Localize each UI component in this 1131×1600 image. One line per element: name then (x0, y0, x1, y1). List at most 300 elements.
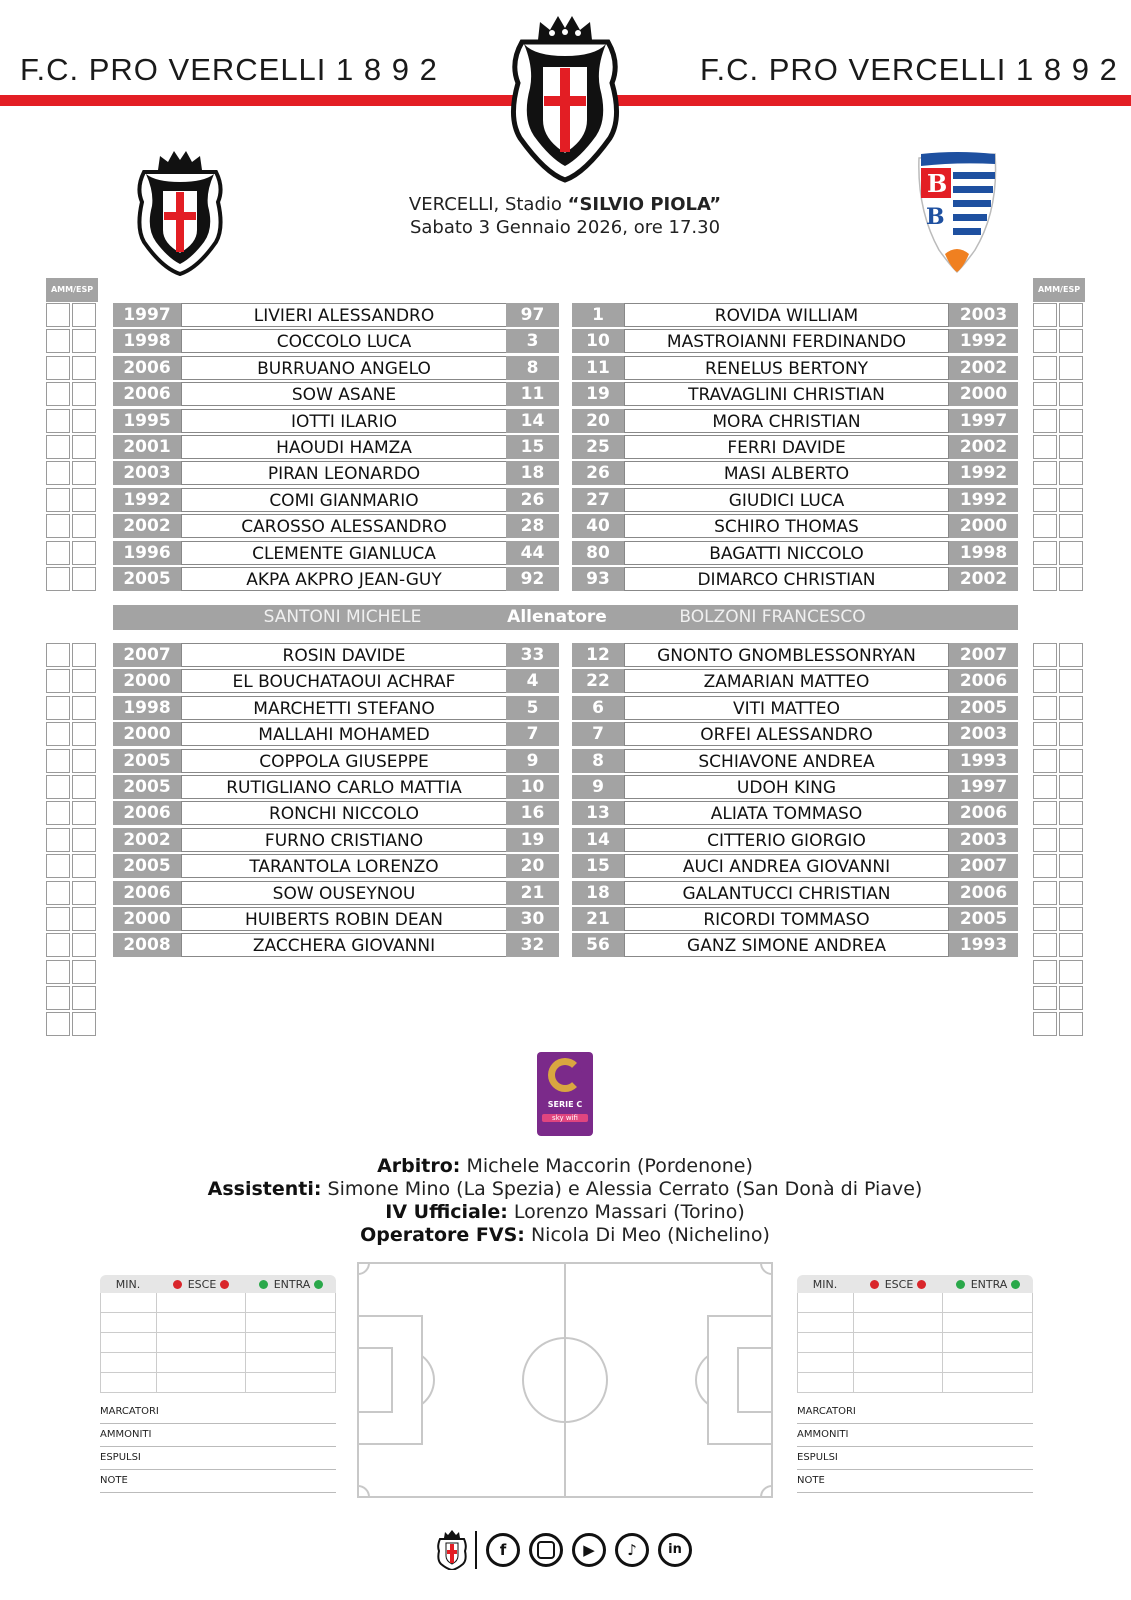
home-starters-table (113, 303, 559, 593)
player-birth-year: 1992 (949, 488, 1018, 512)
red-card-box[interactable] (1059, 749, 1083, 773)
yellow-card-box[interactable] (46, 303, 70, 327)
player-number: 19 (506, 828, 559, 852)
player-name: AUCI ANDREA GIOVANNI (624, 854, 949, 878)
coach-label: Allenatore (507, 607, 607, 627)
red-card-box[interactable] (1059, 907, 1083, 931)
card-box-row (46, 488, 98, 512)
card-box-row (1033, 749, 1085, 773)
yellow-card-box[interactable] (46, 356, 70, 380)
in-column-label: ENTRA (273, 1277, 311, 1291)
player-name: DIMARCO CHRISTIAN (624, 567, 949, 591)
table-row (572, 881, 1018, 905)
yellow-card-box[interactable] (1033, 696, 1057, 720)
yellow-card-box[interactable] (1033, 435, 1057, 459)
table-row (572, 749, 1018, 773)
in-column-label: ENTRA (970, 1277, 1008, 1291)
red-card-box[interactable] (1059, 669, 1083, 693)
yellow-card-box[interactable] (46, 722, 70, 746)
red-card-box[interactable] (72, 775, 96, 799)
assistants-line (100, 1178, 1030, 1201)
home-subs-table (113, 643, 559, 960)
red-card-box[interactable] (72, 382, 96, 406)
player-number: 97 (506, 303, 559, 327)
card-box-row (46, 669, 98, 693)
yellow-card-box[interactable] (1033, 801, 1057, 825)
yellow-card-box[interactable] (1033, 382, 1057, 406)
player-name: TRAVAGLINI CHRISTIAN (624, 382, 949, 406)
player-name: RUTIGLIANO CARLO MATTIA (181, 775, 506, 799)
player-number: 21 (572, 907, 624, 931)
red-card-box[interactable] (72, 1012, 96, 1036)
table-row (572, 567, 1018, 591)
player-name: MASI ALBERTO (624, 461, 949, 485)
away-starters-table (572, 303, 1018, 593)
player-name: COCCOLO LUCA (181, 329, 506, 353)
table-row (572, 382, 1018, 406)
table-row (113, 933, 559, 957)
player-name: LIVIERI ALESSANDRO (181, 303, 506, 327)
red-card-box[interactable] (72, 933, 96, 957)
home-substitutions-form (100, 1275, 336, 1493)
red-card-box[interactable] (1059, 986, 1083, 1010)
player-number: 10 (572, 329, 624, 353)
venue-stadium: “SILVIO PIOLA” (567, 194, 722, 215)
away-substitutions-form (797, 1275, 1033, 1493)
card-box-row (46, 986, 98, 1010)
player-name: ZACCHERA GIOVANNI (181, 933, 506, 957)
sky-wifi-label: sky wifi (542, 1114, 588, 1122)
red-card-box[interactable] (1059, 514, 1083, 538)
player-number: 15 (506, 435, 559, 459)
player-number: 8 (506, 356, 559, 380)
red-card-box[interactable] (1059, 801, 1083, 825)
player-name: ORFEI ALESSANDRO (624, 722, 949, 746)
player-birth-year: 1997 (949, 775, 1018, 799)
red-card-box[interactable] (72, 409, 96, 433)
card-box-row (46, 801, 98, 825)
red-card-box[interactable] (72, 881, 96, 905)
yellow-card-box[interactable] (1033, 409, 1057, 433)
player-number: 93 (572, 567, 624, 591)
table-row (572, 435, 1018, 459)
card-box-row (1033, 696, 1085, 720)
player-name: UDOH KING (624, 775, 949, 799)
player-name: ZAMARIAN MATTEO (624, 669, 949, 693)
table-row (572, 541, 1018, 565)
player-birth-year: 2002 (113, 828, 181, 852)
club-title-left: F.C. PRO VERCELLI 1 8 9 2 (20, 52, 438, 87)
yellow-card-box[interactable] (46, 488, 70, 512)
player-name: CITTERIO GIORGIO (624, 828, 949, 852)
card-box-row (1033, 329, 1085, 353)
card-box-row (46, 514, 98, 538)
out-arrow-icon (917, 1280, 926, 1289)
player-number: 12 (572, 643, 624, 667)
table-row (113, 828, 559, 852)
yellow-card-box[interactable] (1033, 303, 1057, 327)
player-number: 3 (506, 329, 559, 353)
player-birth-year: 2005 (113, 749, 181, 773)
player-number: 4 (506, 669, 559, 693)
yellow-card-box[interactable] (1033, 960, 1057, 984)
red-card-box[interactable] (72, 854, 96, 878)
table-row (572, 828, 1018, 852)
red-card-box[interactable] (1059, 854, 1083, 878)
player-birth-year: 2000 (113, 669, 181, 693)
player-number: 18 (506, 461, 559, 485)
red-card-box[interactable] (1059, 960, 1083, 984)
card-box-row (46, 541, 98, 565)
red-card-box[interactable] (1059, 567, 1083, 591)
card-box-row (46, 643, 98, 667)
table-row (572, 933, 1018, 957)
out-arrow-icon (220, 1280, 229, 1289)
red-card-box[interactable] (72, 696, 96, 720)
player-number: 16 (506, 801, 559, 825)
player-birth-year: 2003 (949, 828, 1018, 852)
sent-off-label: ESPULSI (100, 1447, 336, 1470)
min-column-label: MIN. (115, 1277, 141, 1291)
card-box-row (1033, 356, 1085, 380)
yellow-card-box[interactable] (46, 461, 70, 485)
player-number: 14 (506, 409, 559, 433)
table-row (572, 643, 1018, 667)
card-box-row (46, 881, 98, 905)
red-card-box[interactable] (1059, 329, 1083, 353)
away-coach: BOLZONI FRANCESCO (679, 607, 866, 627)
linkedin-icon[interactable]: in (658, 1533, 692, 1567)
red-card-box[interactable] (1059, 488, 1083, 512)
red-card-box[interactable] (72, 488, 96, 512)
player-birth-year: 2000 (113, 722, 181, 746)
yellow-card-box[interactable] (1033, 329, 1057, 353)
club-title-right: F.C. PRO VERCELLI 1 8 9 2 (700, 52, 1118, 87)
red-card-box[interactable] (72, 749, 96, 773)
yellow-card-box[interactable] (1033, 669, 1057, 693)
in-arrow-icon (314, 1280, 323, 1289)
player-number: 9 (506, 749, 559, 773)
player-birth-year: 2000 (949, 514, 1018, 538)
red-card-box[interactable] (1059, 696, 1083, 720)
player-name: ALIATA TOMMASO (624, 801, 949, 825)
facebook-icon[interactable]: f (486, 1533, 520, 1567)
player-birth-year: 2006 (113, 356, 181, 380)
yellow-card-box[interactable] (46, 669, 70, 693)
red-card-box[interactable] (72, 541, 96, 565)
card-box-row (1033, 514, 1085, 538)
yellow-card-box[interactable] (46, 986, 70, 1010)
yellow-card-box[interactable] (1033, 828, 1057, 852)
yellow-card-box[interactable] (46, 801, 70, 825)
match-venue (330, 193, 800, 239)
player-number: 40 (572, 514, 624, 538)
card-box-row (1033, 986, 1085, 1010)
table-row (113, 409, 559, 433)
youtube-icon[interactable]: ▶ (572, 1533, 606, 1567)
card-box-row (46, 775, 98, 799)
player-birth-year: 1992 (949, 329, 1018, 353)
table-row (572, 722, 1018, 746)
referee-name: Michele Maccorin (Pordenone) (466, 1155, 753, 1177)
red-card-box[interactable] (72, 801, 96, 825)
player-name: RENELUS BERTONY (624, 356, 949, 380)
red-card-box[interactable] (72, 907, 96, 931)
player-name: RICORDI TOMMASO (624, 907, 949, 931)
red-card-box[interactable] (72, 514, 96, 538)
player-name: GALANTUCCI CHRISTIAN (624, 881, 949, 905)
yellow-card-box[interactable] (1033, 986, 1057, 1010)
in-arrow-icon (956, 1280, 965, 1289)
player-name: MALLAHI MOHAMED (181, 722, 506, 746)
yellow-card-box[interactable] (46, 854, 70, 878)
red-card-box[interactable] (1059, 541, 1083, 565)
yellow-card-box[interactable] (1033, 933, 1057, 957)
player-name: BAGATTI NICCOLO (624, 541, 949, 565)
player-number: 19 (572, 382, 624, 406)
in-column (943, 1278, 1033, 1291)
player-number: 30 (506, 907, 559, 931)
yellow-card-box[interactable] (1033, 749, 1057, 773)
yellow-card-box[interactable] (1033, 541, 1057, 565)
yellow-card-box[interactable] (46, 907, 70, 931)
red-card-box[interactable] (72, 722, 96, 746)
player-number: 26 (572, 461, 624, 485)
match-officials (100, 1155, 1030, 1247)
yellow-card-box[interactable] (46, 960, 70, 984)
player-name: SOW OUSEYNOU (181, 881, 506, 905)
card-box-row (46, 356, 98, 380)
player-birth-year: 2003 (949, 303, 1018, 327)
table-row (113, 567, 559, 591)
red-card-box[interactable] (1059, 722, 1083, 746)
red-card-box[interactable] (1059, 933, 1083, 957)
player-name: MARCHETTI STEFANO (181, 696, 506, 720)
player-name: GANZ SIMONE ANDREA (624, 933, 949, 957)
red-card-box[interactable] (1059, 775, 1083, 799)
player-name: FERRI DAVIDE (624, 435, 949, 459)
yellow-card-box[interactable] (1033, 461, 1057, 485)
player-number: 44 (506, 541, 559, 565)
out-column (853, 1278, 943, 1291)
card-box-row (46, 303, 98, 327)
svg-text:B: B (927, 169, 948, 198)
card-box-row (1033, 801, 1085, 825)
yellow-card-box[interactable] (1033, 643, 1057, 667)
player-birth-year: 2003 (113, 461, 181, 485)
referee-line (100, 1155, 1030, 1178)
instagram-icon[interactable] (529, 1533, 563, 1567)
out-column (156, 1278, 246, 1291)
coaches-row (113, 605, 1018, 630)
card-box-row (46, 1012, 98, 1036)
pro-vercelli-crest-large (500, 8, 630, 183)
red-card-box[interactable] (1059, 303, 1083, 327)
player-birth-year: 1997 (949, 409, 1018, 433)
player-birth-year: 2000 (949, 382, 1018, 406)
card-box-row (1033, 722, 1085, 746)
yellow-card-box[interactable] (46, 828, 70, 852)
yellow-card-box[interactable] (46, 329, 70, 353)
player-birth-year: 1995 (113, 409, 181, 433)
table-row (572, 669, 1018, 693)
player-name: MORA CHRISTIAN (624, 409, 949, 433)
away-subs-table (572, 643, 1018, 960)
serie-c-logo (537, 1052, 593, 1136)
red-card-box[interactable] (1059, 356, 1083, 380)
home-coach: SANTONI MICHELE (263, 607, 422, 627)
red-card-box[interactable] (1059, 382, 1083, 406)
svg-text:B: B (926, 204, 945, 230)
home-subs-card-boxes (46, 643, 98, 1039)
player-birth-year: 2007 (949, 854, 1018, 878)
red-card-box[interactable] (72, 828, 96, 852)
player-name: ROVIDA WILLIAM (624, 303, 949, 327)
subs-grid (100, 1293, 336, 1393)
yellow-card-box[interactable] (1033, 907, 1057, 931)
yellow-card-box[interactable] (1033, 881, 1057, 905)
player-number: 22 (572, 669, 624, 693)
fourth-official-name: Lorenzo Massari (Torino) (513, 1201, 745, 1223)
player-name: TARANTOLA LORENZO (181, 854, 506, 878)
yellow-card-box[interactable] (46, 881, 70, 905)
booked-label: AMMONITI (797, 1424, 1033, 1447)
red-card-box[interactable] (72, 960, 96, 984)
card-box-row (1033, 461, 1085, 485)
table-row (113, 854, 559, 878)
red-card-box[interactable] (72, 567, 96, 591)
player-number: 5 (506, 696, 559, 720)
red-card-box[interactable] (1059, 643, 1083, 667)
referee-label: Arbitro: (377, 1155, 461, 1177)
yellow-card-box[interactable] (46, 696, 70, 720)
yellow-card-box[interactable] (46, 643, 70, 667)
red-card-box[interactable] (72, 986, 96, 1010)
home-team-crest (132, 146, 228, 276)
player-birth-year: 2006 (113, 382, 181, 406)
player-name: GIUDICI LUCA (624, 488, 949, 512)
player-name: MASTROIANNI FERDINANDO (624, 329, 949, 353)
yellow-card-box[interactable] (46, 749, 70, 773)
yellow-card-box[interactable] (46, 382, 70, 406)
yellow-card-box[interactable] (46, 435, 70, 459)
subs-form-header (100, 1275, 336, 1293)
player-birth-year: 2006 (949, 669, 1018, 693)
yellow-card-box[interactable] (46, 567, 70, 591)
table-row (113, 329, 559, 353)
player-birth-year: 1992 (949, 461, 1018, 485)
away-card-header: AMM/ESP (1033, 278, 1085, 302)
red-card-box[interactable] (1059, 828, 1083, 852)
serie-c-c-mark (548, 1058, 582, 1092)
min-column-label: MIN. (812, 1277, 838, 1291)
player-birth-year: 1998 (113, 696, 181, 720)
player-name: ROSIN DAVIDE (181, 643, 506, 667)
home-starters-card-boxes (46, 303, 98, 593)
yellow-card-box[interactable] (1033, 488, 1057, 512)
yellow-card-box[interactable] (1033, 567, 1057, 591)
player-number: 11 (506, 382, 559, 406)
yellow-card-box[interactable] (46, 933, 70, 957)
player-number: 6 (572, 696, 624, 720)
player-birth-year: 2006 (949, 801, 1018, 825)
red-card-box[interactable] (1059, 461, 1083, 485)
red-card-box[interactable] (72, 669, 96, 693)
table-row (113, 382, 559, 406)
yellow-card-box[interactable] (46, 775, 70, 799)
player-number: 28 (506, 514, 559, 538)
yellow-card-box[interactable] (1033, 356, 1057, 380)
yellow-card-box[interactable] (1033, 854, 1057, 878)
table-row (113, 303, 559, 327)
out-column-label: ESCE (884, 1277, 914, 1291)
yellow-card-box[interactable] (1033, 775, 1057, 799)
yellow-card-box[interactable] (1033, 1012, 1057, 1036)
red-card-box[interactable] (72, 303, 96, 327)
player-birth-year: 2008 (113, 933, 181, 957)
player-birth-year: 2005 (949, 907, 1018, 931)
player-name: GNONTO GNOMBLESSONRYAN (624, 643, 949, 667)
out-column-label: ESCE (187, 1277, 217, 1291)
player-number: 27 (572, 488, 624, 512)
away-team-crest (915, 150, 1000, 275)
red-card-box[interactable] (72, 643, 96, 667)
card-box-row (1033, 933, 1085, 957)
player-number: 25 (572, 435, 624, 459)
card-box-row (1033, 828, 1085, 852)
red-card-box[interactable] (1059, 409, 1083, 433)
red-card-box[interactable] (1059, 1012, 1083, 1036)
player-birth-year: 1993 (949, 749, 1018, 773)
red-card-box[interactable] (1059, 881, 1083, 905)
yellow-card-box[interactable] (1033, 514, 1057, 538)
card-box-row (46, 461, 98, 485)
tiktok-icon[interactable]: ♪ (615, 1533, 649, 1567)
red-card-box[interactable] (72, 356, 96, 380)
card-box-row (1033, 1012, 1085, 1036)
card-box-row (46, 907, 98, 931)
table-row (113, 722, 559, 746)
card-box-row (1033, 382, 1085, 406)
away-starters-card-boxes (1033, 303, 1085, 593)
player-birth-year: 1997 (113, 303, 181, 327)
yellow-card-box[interactable] (1033, 722, 1057, 746)
fourth-official-label: IV Ufficiale: (385, 1201, 508, 1223)
yellow-card-box[interactable] (46, 409, 70, 433)
notes-label: NOTE (797, 1470, 1033, 1493)
card-box-row (46, 854, 98, 878)
red-card-box[interactable] (72, 435, 96, 459)
in-column (246, 1278, 336, 1291)
card-box-row (1033, 775, 1085, 799)
yellow-card-box[interactable] (46, 514, 70, 538)
red-card-box[interactable] (72, 329, 96, 353)
player-birth-year: 1998 (113, 329, 181, 353)
red-card-box[interactable] (72, 461, 96, 485)
card-box-row (1033, 881, 1085, 905)
player-birth-year: 2005 (113, 775, 181, 799)
in-arrow-icon (259, 1280, 268, 1289)
card-box-row (46, 435, 98, 459)
player-birth-year: 2001 (113, 435, 181, 459)
yellow-card-box[interactable] (46, 1012, 70, 1036)
serie-c-label: SERIE C (547, 1100, 583, 1109)
red-card-box[interactable] (1059, 435, 1083, 459)
table-row (113, 435, 559, 459)
yellow-card-box[interactable] (46, 541, 70, 565)
card-box-row (46, 828, 98, 852)
player-birth-year: 2003 (949, 722, 1018, 746)
